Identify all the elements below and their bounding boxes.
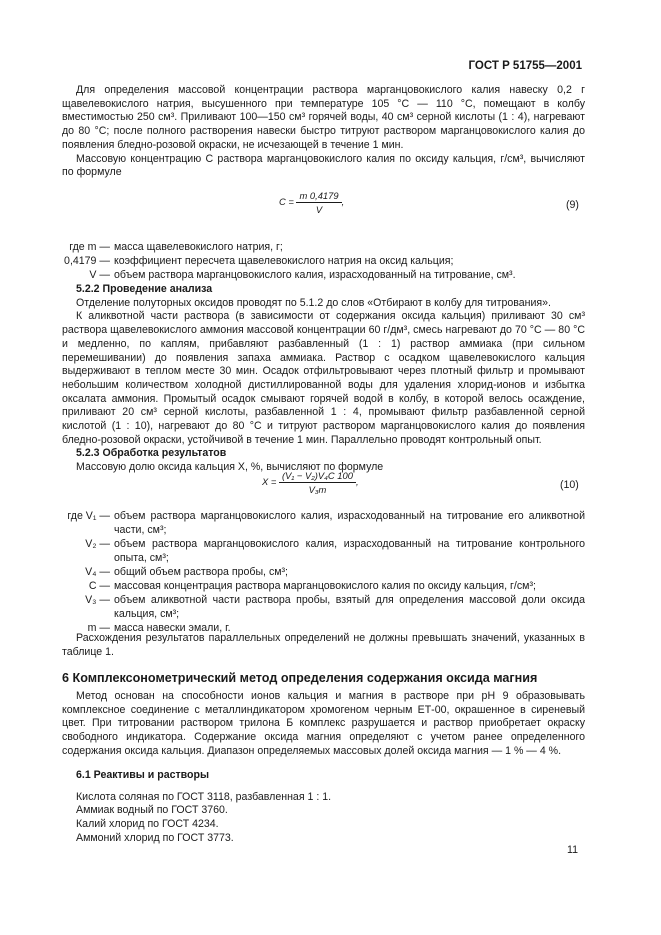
def9-desc: коэффициент пересчета щавелевокислого натрия на оксид кальция;	[114, 255, 454, 267]
def10-desc: объем раствора марганцовокислого калия, израсходованный на титрование контрольного опыта, см³;	[114, 538, 585, 564]
formula-10-denominator: V₃m	[308, 484, 327, 495]
def10-desc: массовая концентрация раствора марганцовокислого калия по оксиду кальция, г/см³;	[114, 580, 536, 592]
formula-10-lhs: X =	[262, 475, 277, 487]
def10-term: где V₁ —	[67, 510, 110, 522]
document-header: ГОСТ Р 51755—2001	[468, 60, 582, 72]
def9-term: где m —	[69, 241, 110, 253]
formula-10-numerator: (V₁ − V₂)V₄C 100	[279, 470, 356, 483]
reagent-item: Аммоний хлорид по ГОСТ 3773.	[76, 831, 234, 844]
def10-term: V₂ —	[85, 538, 110, 550]
formula-9-lhs: C =	[279, 195, 294, 207]
reagent-item: Аммиак водный по ГОСТ 3760.	[76, 804, 228, 817]
formula-10-tail: ,	[355, 475, 359, 487]
paragraph-discrepancy: Расхождения результатов параллельных определений не должны превышать значений, указанных в таблице 1.	[62, 632, 585, 658]
formula-10-fraction	[279, 470, 356, 495]
formula-9-numerator: m 0,4179	[296, 190, 341, 203]
def10-term: V₄ —	[85, 566, 110, 578]
paragraph-separation: Отделение полуторных оксидов проводят по 5.1.2 до слов «Отбирают в колбу для титрования».	[76, 296, 551, 309]
reagent-item: Калий хлорид по ГОСТ 4234.	[76, 818, 219, 831]
def10-desc: объем раствора марганцовокислого калия, израсходованный на титрование его аликвотной части, см³;	[114, 510, 585, 536]
paragraph-concentration-formula-intro: Массовую концентрацию С раствора марганцовокислого калия по оксиду кальция, г/см³, вычисляют по формуле	[62, 152, 585, 179]
page-number: 11	[567, 844, 578, 856]
formula-9	[279, 190, 344, 215]
def9-term: V —	[89, 269, 110, 281]
def10-term: C —	[88, 580, 110, 592]
paragraph-procedure: К аликвотной части раствора (в зависимости от содержания оксида кальция) приливают 30 см³ раствора щавелевокислого аммония массовой концентрации 60 г/дм³, смесь нагревают до 70 °С — 80 °С и медленно, по каплям, прибавляют разбавленный (1 : 1) раствор аммиака (при сильном перемешивании) до появления запаха аммиака. Раствор с осадком щавелевокислого кальция выдерживают в теплом месте 30 мин. Осадок отфильтровывают через плотный фильтр и промывают небольшим количеством холодной дистиллированной воды для удаления хлорид-ионов и избытка оксалата аммония. Промытый осадок смывают горячей водой в колбу, в которой велось осаждение, приливают 20 см³ серной кислоты, разбавленной 1 : 4, промывают фильтр разбавленной серной кислотой (1 : 10), нагревают до 80 °С и титруют раствором марганцовокислого калия до появления бледно-розовой окраски, устойчивой в течение 1 мин. Параллельно проводят контрольный опыт.	[62, 310, 585, 446]
equation-number-9: (9)	[566, 199, 579, 211]
formula-9-fraction	[296, 190, 341, 215]
def10-desc: объем аликвотной части раствора пробы, взятый для определения массовой доли оксида кальция, см³;	[114, 594, 585, 620]
reagent-item: Кислота соляная по ГОСТ 3118, разбавленная 1 : 1.	[76, 790, 332, 803]
formula-9-denominator: V	[315, 204, 323, 215]
def10-term: m —	[87, 622, 110, 634]
heading-6-1: 6.1 Реактивы и растворы	[76, 769, 210, 781]
equation-number-10: (10)	[560, 479, 579, 491]
def10-desc: общий объем раствора пробы, см³;	[114, 566, 288, 578]
intro-block	[62, 84, 585, 180]
heading-5-2-3: 5.2.3 Обработка результатов	[76, 447, 227, 460]
paragraph-titration-standardization: Для определения массовой концентрации раствора марганцовокислого калия навеску 0,2 г щавелевокислого натрия, высушенного при температуре 105 °С — 110 °С, помещают в колбу вместимостью 250 см³. Приливают 100—150 см³ горячей воды, 40 см³ серной кислоты (1 : 4), нагревают до 80 °С; после полного растворения навески быстро титруют раствором марганцовокислого калия до появления бледно-розовой окраски, не исчезающей в течение 1 мин.	[62, 84, 585, 151]
paragraph-mass-fraction-intro: Массовую долю оксида кальция Х, %, вычисляют по формуле	[76, 461, 384, 474]
section-5-2-2	[62, 283, 585, 475]
section-6-body	[62, 690, 585, 759]
discrepancy-block	[62, 632, 585, 659]
def10-term: V₃ —	[85, 594, 110, 606]
section-6-1	[62, 769, 585, 846]
def9-desc: объем раствора марганцовокислого калия, израсходованный на титрование, см³.	[114, 269, 516, 281]
def10-desc: масса навески эмали, г.	[114, 622, 231, 634]
def9-term: 0,4179 —	[64, 255, 110, 267]
def9-desc: масса щавелевокислого натрия, г;	[114, 241, 283, 253]
heading-5-2-2: 5.2.2 Проведение анализа	[76, 283, 213, 295]
formula-9-tail: ,	[341, 195, 345, 207]
paragraph-method-basis: Метод основан на способности ионов кальция и магния в растворе при рН 9 образовывать комплексное соединение с металлиндикатором хромогеном черным ЕТ-00, окрашенное в сиреневый цвет. При титровании раствором трилона Б комплекс разрушается и раствор приобретает окраску свободного индикатора. Содержание оксида магния определяют с учетом ранее определенного содержания оксида кальция. Диапазон определяемых массовых долей оксида магния — 1 % — 4 %.	[62, 690, 585, 757]
section-6-heading: 6 Комплексонометрический метод определения содержания оксида магния	[62, 671, 538, 685]
formula-10	[262, 470, 359, 495]
